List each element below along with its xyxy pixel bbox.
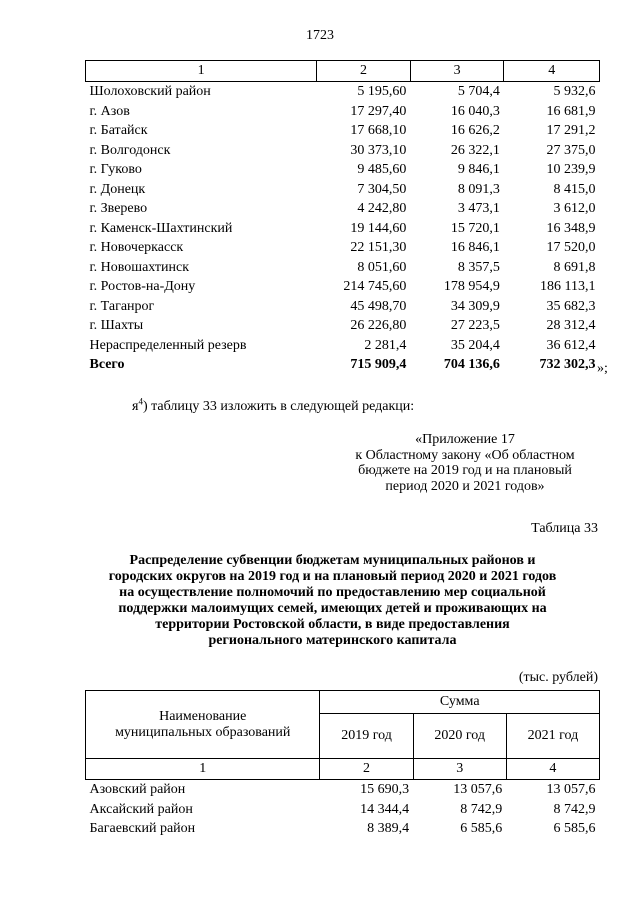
title-line: городских округов на 2019 год и на плановый период 2020 и 2021 годов bbox=[108, 569, 557, 584]
value-2019: 5 195,60 bbox=[357, 84, 407, 99]
value-2021: 3 612,0 bbox=[553, 201, 596, 216]
table-header-cell: 4 bbox=[506, 759, 599, 780]
value-2020: 6 585,6 bbox=[460, 821, 503, 836]
municipality-name: Нераспределенный резерв bbox=[89, 337, 247, 353]
value-2019: 26 226,80 bbox=[350, 318, 407, 333]
table-header-row bbox=[86, 691, 600, 714]
title-line: поддержки малоимущих семей, имеющих детей и проживающих на bbox=[118, 601, 547, 616]
municipality-name: г. Новочеркасск bbox=[89, 240, 184, 255]
appendix-reference bbox=[340, 432, 590, 494]
value-2019: 4 242,80 bbox=[357, 201, 407, 216]
value-2019: 2 281,4 bbox=[364, 337, 407, 353]
total-2020: 704 136,6 bbox=[443, 357, 500, 372]
paragraph-superscript: 4 bbox=[138, 396, 143, 407]
value-2019: 45 498,70 bbox=[350, 298, 407, 314]
value-2021: 16 681,9 bbox=[546, 103, 596, 119]
table-row bbox=[86, 277, 600, 297]
year-header: 2019 год bbox=[320, 714, 413, 759]
municipality-name: г. Гуково bbox=[89, 162, 142, 177]
value-2021: 16 348,9 bbox=[546, 220, 596, 236]
table-column-numbers bbox=[86, 61, 600, 82]
appendix-line: к Областному закону «Об областном bbox=[355, 447, 575, 463]
value-2019: 17 668,10 bbox=[350, 123, 407, 138]
paragraph-prefix: я bbox=[132, 399, 139, 414]
value-2020: 13 057,6 bbox=[453, 782, 503, 797]
table-row bbox=[86, 121, 600, 141]
name-header-line: муниципальных образований bbox=[115, 724, 291, 740]
name-column-header bbox=[86, 691, 320, 759]
total-label: Всего bbox=[89, 357, 125, 372]
value-2020: 16 846,1 bbox=[450, 240, 500, 255]
value-2021: 13 057,6 bbox=[546, 782, 596, 797]
value-2021: 17 520,0 bbox=[546, 240, 596, 255]
sum-column-header: Сумма bbox=[320, 691, 600, 714]
municipality-name: г. Батайск bbox=[89, 123, 148, 138]
value-2020: 8 742,9 bbox=[460, 801, 503, 817]
table-header-cell: 3 bbox=[410, 61, 504, 82]
municipality-name: г. Шахты bbox=[89, 318, 144, 333]
table-header-cell: 2 bbox=[317, 61, 411, 82]
table-row bbox=[86, 102, 600, 122]
value-2021: 17 291,2 bbox=[546, 123, 596, 138]
table-row bbox=[86, 160, 600, 180]
page-number: 1723 bbox=[306, 28, 334, 43]
value-2020: 16 626,2 bbox=[450, 123, 500, 138]
paragraph-text: ) таблицу 33 изложить в следующей редакци: bbox=[142, 399, 415, 414]
value-2021: 8 691,8 bbox=[553, 259, 596, 275]
value-2020: 9 846,1 bbox=[457, 162, 500, 177]
table-closing-quote: »; bbox=[597, 361, 608, 376]
title-line: на осуществление полномочий по предоставлению мер социальной bbox=[119, 585, 546, 600]
value-2020: 8 357,5 bbox=[457, 259, 500, 275]
value-2021: 186 113,1 bbox=[540, 279, 596, 294]
table-row bbox=[86, 199, 600, 219]
value-2021: 8 742,9 bbox=[553, 801, 596, 817]
value-2021: 6 585,6 bbox=[553, 821, 596, 836]
table-row bbox=[86, 219, 600, 239]
table-row bbox=[86, 316, 600, 336]
value-2020: 34 309,9 bbox=[450, 298, 500, 314]
table-row bbox=[86, 258, 600, 278]
table-column-numbers bbox=[86, 759, 600, 780]
municipality-name: г. Донецк bbox=[89, 181, 146, 197]
table-label: Таблица 33 bbox=[531, 521, 598, 536]
value-2019: 30 373,10 bbox=[350, 142, 407, 158]
value-2020: 27 223,5 bbox=[450, 318, 500, 333]
table-row bbox=[86, 819, 600, 839]
value-2021: 10 239,9 bbox=[546, 162, 596, 177]
value-2019: 14 344,4 bbox=[360, 801, 410, 817]
table-row bbox=[86, 238, 600, 258]
value-2019: 22 151,30 bbox=[350, 240, 407, 255]
value-2019: 9 485,60 bbox=[357, 162, 407, 177]
appendix-line: период 2020 и 2021 годов» bbox=[385, 478, 545, 494]
value-2019: 15 690,3 bbox=[360, 782, 410, 797]
value-2021: 27 375,0 bbox=[546, 142, 596, 158]
table-total-row bbox=[86, 355, 600, 375]
table-header-cell: 1 bbox=[86, 759, 320, 780]
table-row bbox=[86, 82, 600, 102]
appendix-line: «Приложение 17 bbox=[415, 432, 515, 447]
value-2020: 16 040,3 bbox=[450, 103, 500, 119]
value-2020: 26 322,1 bbox=[450, 142, 500, 158]
municipality-name: г. Волгодонск bbox=[89, 142, 171, 158]
table-header-cell: 1 bbox=[86, 61, 317, 82]
municipality-name: г. Зверево bbox=[89, 201, 148, 216]
value-2019: 8 389,4 bbox=[367, 821, 410, 836]
total-2021: 732 302,3 bbox=[539, 357, 596, 372]
table-row bbox=[86, 780, 600, 800]
municipality-name: г. Таганрог bbox=[89, 298, 155, 314]
value-2020: 15 720,1 bbox=[450, 220, 500, 236]
table-row bbox=[86, 180, 600, 200]
value-2019: 214 745,60 bbox=[343, 279, 407, 294]
units-label: (тыс. рублей) bbox=[518, 670, 598, 685]
municipality-name: г. Каменск-Шахтинский bbox=[89, 220, 233, 236]
amendment-paragraph bbox=[132, 396, 415, 415]
value-2020: 8 091,3 bbox=[457, 181, 500, 197]
value-2020: 178 954,9 bbox=[443, 279, 500, 294]
table-row bbox=[86, 336, 600, 356]
table-header-cell: 2 bbox=[320, 759, 413, 780]
value-2019: 19 144,60 bbox=[350, 220, 407, 236]
municipality-name: Аксайский район bbox=[89, 801, 193, 817]
year-header: 2020 год bbox=[413, 714, 506, 759]
value-2021: 8 415,0 bbox=[553, 181, 596, 197]
municipality-name: Багаевский район bbox=[89, 821, 196, 836]
table-row bbox=[86, 141, 600, 161]
value-2021: 5 932,6 bbox=[553, 84, 596, 99]
title-line: территории Ростовской области, в виде предоставления bbox=[155, 617, 510, 632]
value-2021: 35 682,3 bbox=[546, 298, 596, 314]
table-row bbox=[86, 297, 600, 317]
title-line: Распределение субвенции бюджетам муниципальных районов и bbox=[129, 553, 536, 568]
table-header-cell: 4 bbox=[504, 61, 600, 82]
value-2020: 3 473,1 bbox=[457, 201, 500, 216]
name-header-line: Наименование bbox=[159, 708, 247, 724]
municipality-name: Азовский район bbox=[89, 782, 186, 797]
value-2019: 7 304,50 bbox=[357, 181, 407, 197]
table-title bbox=[80, 553, 585, 649]
table-header-cell: 3 bbox=[413, 759, 506, 780]
table-row bbox=[86, 800, 600, 820]
value-2020: 5 704,4 bbox=[457, 84, 500, 99]
year-header: 2021 год bbox=[506, 714, 599, 759]
title-line: регионального материнского капитала bbox=[208, 633, 457, 648]
total-2019: 715 909,4 bbox=[350, 357, 407, 372]
municipality-name: Шолоховский район bbox=[89, 84, 211, 99]
budget-table-continued bbox=[85, 60, 600, 375]
value-2021: 28 312,4 bbox=[546, 318, 596, 333]
value-2020: 35 204,4 bbox=[450, 337, 500, 353]
appendix-line: бюджете на 2019 год и на плановый bbox=[358, 463, 572, 478]
municipality-name: г. Ростов-на-Дону bbox=[89, 279, 196, 294]
municipality-name: г. Азов bbox=[89, 103, 130, 119]
municipality-name: г. Новошахтинск bbox=[89, 259, 190, 275]
value-2021: 36 612,4 bbox=[546, 337, 596, 353]
value-2019: 8 051,60 bbox=[357, 259, 407, 275]
value-2019: 17 297,40 bbox=[350, 103, 407, 119]
subvention-table bbox=[85, 690, 600, 839]
